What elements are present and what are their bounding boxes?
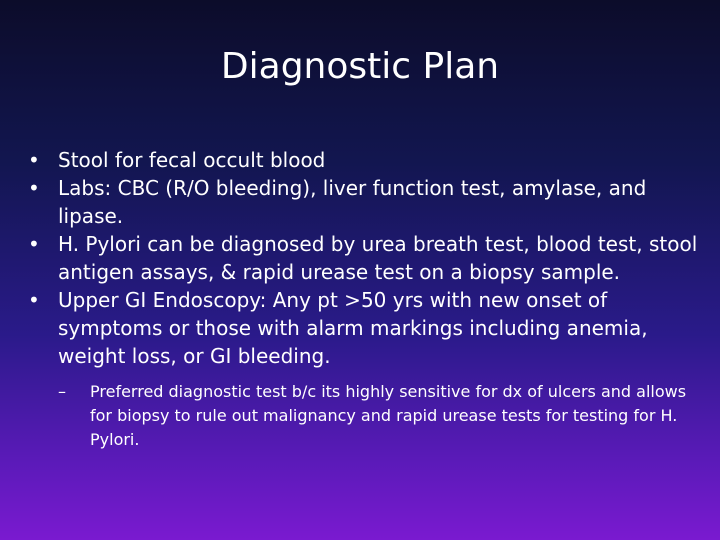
bullet-item-labs bbox=[28, 174, 698, 230]
bullet-text: Stool for fecal occult blood bbox=[58, 148, 326, 172]
bullet-icon: • bbox=[28, 232, 40, 256]
sub-bullet-text: Preferred diagnostic test b/c its highly sensitive for dx of ulcers and allows for biopsy to rule out malignancy and rapid urease tests for testing for H. Pylori. bbox=[90, 382, 687, 449]
bullet-text: H. Pylori can be diagnosed by urea breath test, blood test, stool antigen assays, & rapid urease test on a biopsy sample. bbox=[58, 232, 698, 284]
bullet-icon: • bbox=[28, 288, 40, 312]
bullet-list bbox=[28, 146, 698, 452]
bullet-item-stool bbox=[28, 146, 698, 174]
dash-icon: – bbox=[58, 382, 66, 401]
bullet-icon: • bbox=[28, 148, 40, 172]
bullet-item-endoscopy bbox=[28, 286, 698, 452]
bullet-text: Labs: CBC (R/O bleeding), liver function test, amylase, and lipase. bbox=[58, 176, 647, 228]
bullet-icon: • bbox=[28, 176, 40, 200]
bullet-text: Upper GI Endoscopy: Any pt >50 yrs with new onset of symptoms or those with alarm markings including anemia, weight loss, or GI bleeding. bbox=[58, 288, 648, 368]
bullet-item-h-pylori bbox=[28, 230, 698, 286]
sub-bullet-list bbox=[58, 380, 698, 452]
slide-title: Diagnostic Plan bbox=[220, 46, 500, 87]
sub-bullet-item-preferred bbox=[58, 380, 698, 452]
